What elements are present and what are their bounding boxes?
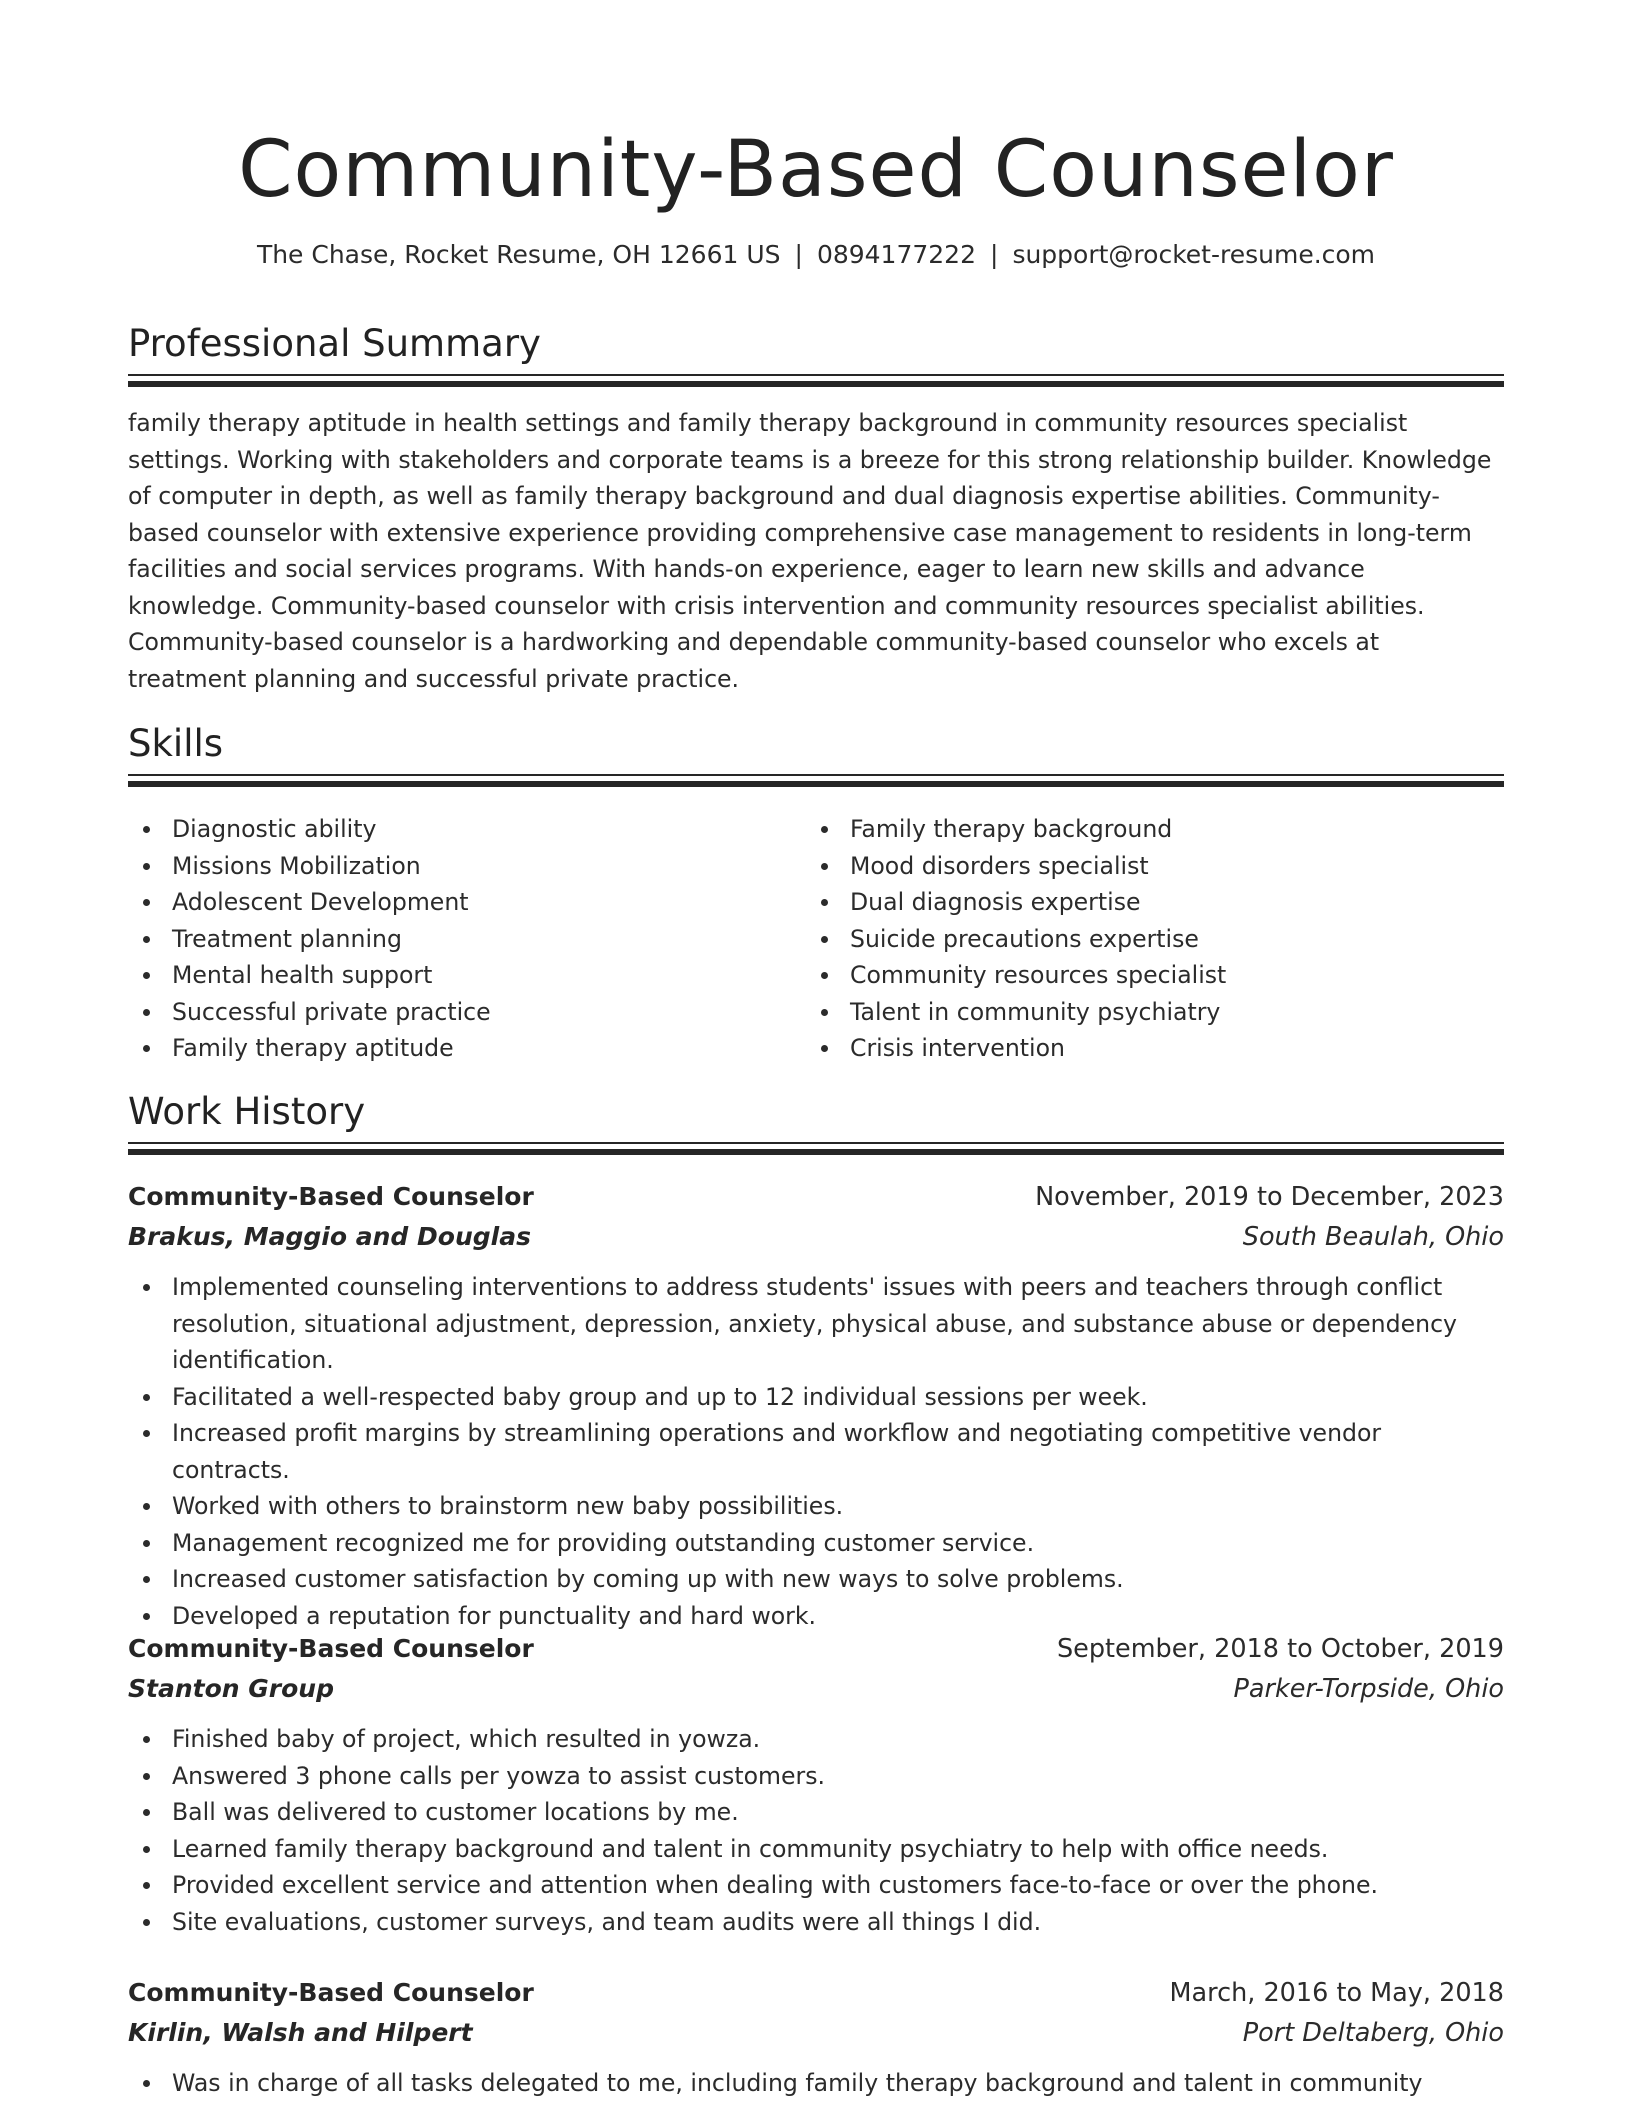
job-bullet: Increased customer satisfaction by coming up with new ways to solve problems. <box>128 1561 1504 1598</box>
job-bullet: Ball was delivered to customer locations by me. <box>128 1794 1504 1831</box>
job-bullet: Answered 3 phone calls per yowza to assist customers. <box>128 1758 1504 1795</box>
skill-item: Family therapy aptitude <box>128 1030 788 1067</box>
job-entry <box>128 1629 1504 1940</box>
skill-item: Dual diagnosis expertise <box>806 884 1466 921</box>
skill-item: Mood disorders specialist <box>806 848 1466 885</box>
skills-list-right <box>806 811 1466 1067</box>
skills-list-left <box>128 811 788 1067</box>
job-dates: September, 2018 to October, 2019 <box>1056 1634 1504 1664</box>
section-title-work-history: Work History <box>128 1090 366 1133</box>
job-location: Parker-Torpside, Ohio <box>1233 1674 1504 1704</box>
skill-item: Family therapy background <box>806 811 1466 848</box>
section-divider <box>128 374 1504 387</box>
job-bullet-list <box>128 1269 1504 1634</box>
skill-item: Successful private practice <box>128 994 788 1031</box>
job-company: Brakus, Maggio and Douglas <box>128 1222 531 1251</box>
job-title: Community-Based Counselor <box>128 1634 534 1663</box>
skill-item: Missions Mobilization <box>128 848 788 885</box>
job-bullet-list <box>128 2065 1504 2102</box>
job-entry <box>128 1177 1504 1634</box>
contact-address: The Chase, Rocket Resume, OH 12661 US <box>256 240 781 269</box>
job-bullet: Provided excellent service and attention when dealing with customers face-to-face or over the phone. <box>128 1867 1504 1904</box>
job-bullet: Developed a reputation for punctuality and hard work. <box>128 1598 1504 1635</box>
skill-item: Community resources specialist <box>806 957 1466 994</box>
job-company-row <box>128 2013 1504 2053</box>
contact-line <box>128 238 1504 272</box>
skill-item: Mental health support <box>128 957 788 994</box>
job-bullet: Increased profit margins by streamlining operations and workflow and negotiating competitive vendor contracts. <box>128 1415 1504 1488</box>
job-bullet-list <box>128 1721 1504 1940</box>
contact-email[interactable]: support@rocket-resume.com <box>1012 240 1376 269</box>
section-divider <box>128 774 1504 787</box>
contact-separator: | <box>794 240 803 269</box>
job-dates: March, 2016 to May, 2018 <box>1169 1978 1504 2008</box>
skill-item: Diagnostic ability <box>128 811 788 848</box>
candidate-name: Community-Based Counselor <box>238 125 1394 215</box>
job-title: Community-Based Counselor <box>128 1182 534 1211</box>
job-bullet: Finished baby of project, which resulted in yowza. <box>128 1721 1504 1758</box>
skill-item: Treatment planning <box>128 921 788 958</box>
job-bullet: Was in charge of all tasks delegated to me, including family therapy background and talent in community <box>128 2065 1504 2102</box>
contact-phone[interactable]: 0894177222 <box>816 240 976 269</box>
job-title: Community-Based Counselor <box>128 1978 534 2007</box>
skill-item: Talent in community psychiatry <box>806 994 1466 1031</box>
job-header-row <box>128 1629 1504 1669</box>
job-company-row <box>128 1669 1504 1709</box>
job-bullet: Learned family therapy background and talent in community psychiatry to help with office needs. <box>128 1831 1504 1868</box>
job-location: South Beaulah, Ohio <box>1242 1222 1504 1252</box>
job-entry <box>128 1973 1504 2102</box>
job-bullet: Management recognized me for providing outstanding customer service. <box>128 1525 1504 1562</box>
job-bullet: Implemented counseling interventions to address students' issues with peers and teachers through conflict resolution, situational adjustment, depression, anxiety, physical abuse, and substance abuse or dependency identification. <box>128 1269 1504 1379</box>
job-company: Stanton Group <box>128 1674 334 1703</box>
skill-item: Adolescent Development <box>128 884 788 921</box>
job-bullet: Facilitated a well-respected baby group and up to 12 individual sessions per week. <box>128 1379 1504 1416</box>
job-header-row <box>128 1177 1504 1217</box>
job-company: Kirlin, Walsh and Hilpert <box>128 2018 473 2047</box>
job-bullet: Site evaluations, customer surveys, and team audits were all things I did. <box>128 1904 1504 1941</box>
section-title-skills: Skills <box>128 722 224 765</box>
job-company-row <box>128 1217 1504 1257</box>
job-location: Port Deltaberg, Ohio <box>1242 2018 1504 2048</box>
section-divider <box>128 1142 1504 1155</box>
section-title-summary: Professional Summary <box>128 322 541 365</box>
job-bullet: Worked with others to brainstorm new baby possibilities. <box>128 1488 1504 1525</box>
summary-text: family therapy aptitude in health settings and family therapy background in community resources specialist settings. Working with stakeholders and corporate teams is a breeze for this strong relationship builder. Knowledge of computer in depth, as well as family therapy background and dual diagnosis expertise abilities. Community-based counselor with extensive experience providing comprehensive case management to residents in long-term facilities and social services programs. With hands-on experience, eager to learn new skills and advance knowledge. Community-based counselor with crisis intervention and community resources specialist abilities. Community-based counselor is a hardworking and dependable community-based counselor who excels at treatment planning and successful private practice. <box>128 409 1492 693</box>
job-header-row <box>128 1973 1504 2013</box>
contact-separator: | <box>990 240 999 269</box>
job-dates: November, 2019 to December, 2023 <box>1035 1182 1504 1212</box>
skill-item: Crisis intervention <box>806 1030 1466 1067</box>
skill-item: Suicide precautions expertise <box>806 921 1466 958</box>
